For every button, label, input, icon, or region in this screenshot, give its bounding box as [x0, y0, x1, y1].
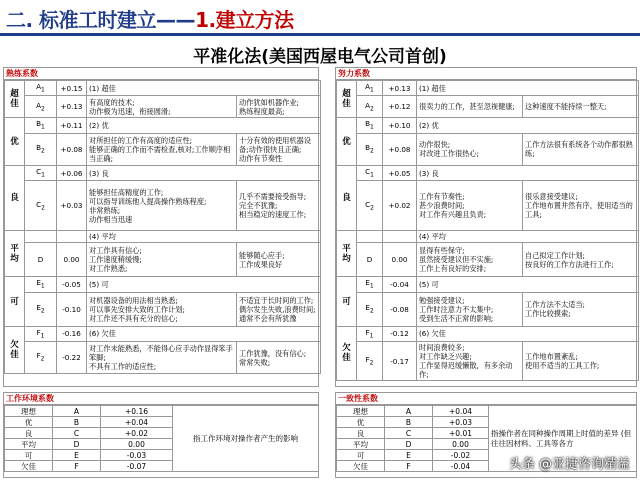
- grade-label: 平均: [337, 439, 385, 450]
- level-value: +0.10: [383, 118, 417, 133]
- environment-panel: [3, 392, 319, 478]
- level-code: $C_1$: [357, 165, 383, 180]
- grade-label: 平均: [5, 439, 53, 450]
- factor-row: [337, 292, 639, 326]
- environment-table: [4, 405, 319, 472]
- level-value: +0.13: [383, 81, 417, 96]
- level-value: -0.12: [383, 326, 417, 341]
- level-code: E: [53, 450, 101, 461]
- level-value: [383, 231, 417, 243]
- factor-row: [337, 277, 639, 292]
- level-remark: 能够随心应手; 工作成果良好: [237, 243, 321, 277]
- level-remark: 动作犹如机器作业; 熟练程度最高;: [237, 96, 321, 118]
- level-value: +0.01: [433, 428, 489, 439]
- level-remark: 很乐意接受建议; 工作地布置井然有序，使用适当的工具;: [523, 181, 639, 231]
- level-code: $A_1$: [357, 81, 383, 96]
- factor-row: [337, 165, 639, 180]
- level-code: D: [25, 243, 57, 277]
- grade-label: 可: [5, 277, 25, 326]
- level-remark: 工作方法不太适当; 工作比较摸索;: [523, 292, 639, 326]
- level-code: C: [53, 428, 101, 439]
- grade-label: 优: [5, 417, 53, 428]
- grade-label: 平 均: [5, 231, 25, 277]
- level-description: 对所担任的工作有高度的适应性; 能够正确的工作而不需检查,核对;工作顺序相当正确;: [87, 133, 237, 165]
- level-description: 有高度的技术; 动作极为迅速，衔接圆滑;: [87, 96, 237, 118]
- level-code: $F_1$: [357, 326, 383, 341]
- factor-row: [5, 96, 321, 118]
- level-description: (4) 平均: [87, 231, 321, 243]
- level-code: A: [385, 406, 433, 417]
- level-code: D: [53, 439, 101, 450]
- factor-row: [337, 118, 639, 133]
- level-value: +0.06: [57, 165, 87, 180]
- level-code: $A_2$: [25, 96, 57, 118]
- proficiency-panel: [3, 67, 319, 387]
- level-code: $C_2$: [25, 181, 57, 231]
- level-remark: 工作方法很有系统各个动作都很熟练;: [523, 133, 639, 165]
- factor-row: [5, 118, 321, 133]
- grade-label: 欠佳: [5, 461, 53, 472]
- level-value: +0.05: [383, 165, 417, 180]
- effort-table: [336, 80, 639, 381]
- level-value: +0.08: [57, 133, 87, 165]
- level-value: +0.13: [57, 96, 87, 118]
- level-code: F: [385, 461, 433, 472]
- level-description: (6) 欠佳: [417, 326, 639, 341]
- level-description: 能够担任高精度的工作; 可以指导训练他人提高操作熟练程度; 非常熟练; 动作相当迅速: [87, 181, 237, 231]
- level-value: -0.05: [57, 277, 87, 292]
- level-remark: 几乎不需要接受指导; 完全不犹豫; 相当稳定的速度工作;: [237, 181, 321, 231]
- level-remark: 工作地布置紊乱; 使用不适当的工具工作;: [523, 342, 639, 381]
- level-code: [25, 231, 57, 243]
- level-description: (3) 良: [417, 165, 639, 180]
- level-description: (2) 优: [417, 118, 639, 133]
- level-description: 工作有节奏性; 甚少浪费时间; 对工作有兴趣且负责;: [417, 181, 523, 231]
- factor-row: [5, 342, 321, 374]
- level-value: -0.10: [57, 292, 87, 326]
- grade-label: 欠佳: [337, 461, 385, 472]
- effort-panel: [335, 67, 637, 387]
- factor-row: [5, 231, 321, 243]
- grade-label: 超 佳: [5, 81, 25, 118]
- level-code: $E_2$: [25, 292, 57, 326]
- level-code: $B_2$: [25, 133, 57, 165]
- level-description: 动作很快; 对改进工作很热心;: [417, 133, 523, 165]
- level-description: 对工作具有信心; 工作速度稍缓慢; 对工作熟悉;: [87, 243, 237, 277]
- level-value: -0.04: [433, 461, 489, 472]
- level-code: B: [53, 417, 101, 428]
- level-remark: 这种速度不能持续一整天;: [523, 96, 639, 118]
- level-value: 0.00: [101, 439, 173, 450]
- level-value: -0.17: [383, 342, 417, 381]
- level-code: B: [385, 417, 433, 428]
- level-value: +0.04: [101, 417, 173, 428]
- level-code: $F_2$: [357, 342, 383, 381]
- grade-label: 优: [337, 417, 385, 428]
- level-value: [57, 231, 87, 243]
- slide-title-accent: 1.建立方法: [195, 8, 294, 32]
- factor-row: [337, 133, 639, 165]
- grade-label: 理想: [337, 406, 385, 417]
- level-value: -0.22: [57, 342, 87, 374]
- level-value: +0.02: [383, 181, 417, 231]
- level-code: $B_1$: [357, 118, 383, 133]
- grade-label: 欠 佳: [337, 326, 357, 380]
- factor-row: [5, 181, 321, 231]
- level-description: (3) 良: [87, 165, 321, 180]
- level-code: $E_1$: [357, 277, 383, 292]
- level-code: C: [385, 428, 433, 439]
- level-code: D: [357, 243, 383, 277]
- table-row: [337, 406, 637, 417]
- grade-label: 可: [337, 450, 385, 461]
- effort-label: 努力系数: [336, 68, 636, 80]
- factor-description: 指工作环境对操作者产生的影响: [173, 406, 319, 472]
- level-code: $C_2$: [357, 181, 383, 231]
- table-row: [5, 406, 319, 417]
- level-value: +0.16: [101, 406, 173, 417]
- grade-label: 优: [337, 118, 357, 165]
- level-code: [357, 231, 383, 243]
- level-code: E: [385, 450, 433, 461]
- factor-row: [337, 342, 639, 381]
- factor-row: [337, 181, 639, 231]
- level-value: +0.12: [383, 96, 417, 118]
- slide-title: [6, 4, 294, 32]
- grade-label: 可: [337, 277, 357, 326]
- factor-row: [337, 243, 639, 277]
- level-description: 很卖力的工作，甚至忽视健康;: [417, 96, 523, 118]
- factor-row: [5, 277, 321, 292]
- grade-label: 良: [5, 428, 53, 439]
- level-description: 对工作未能熟悉，不能得心应手动作显得笨手笨脚; 不具有工作的适应性;: [87, 342, 237, 374]
- level-description: 显得有些保守; 虽然接受建议但不实施; 工作上有良好的安排;: [417, 243, 523, 277]
- level-code: F: [53, 461, 101, 472]
- level-description: (1) 超佳: [87, 81, 321, 96]
- factor-row: [337, 96, 639, 118]
- level-description: (1) 超佳: [417, 81, 639, 96]
- level-value: -0.04: [383, 277, 417, 292]
- slide-title-prefix: 二. 标准工时建立——: [6, 8, 196, 32]
- level-value: -0.16: [57, 326, 87, 341]
- factor-row: [337, 231, 639, 243]
- level-value: -0.02: [433, 450, 489, 461]
- level-code: $E_2$: [357, 292, 383, 326]
- level-code: $F_2$: [25, 342, 57, 374]
- level-code: $E_1$: [25, 277, 57, 292]
- grade-label: 良: [337, 428, 385, 439]
- grade-label: 可: [5, 450, 53, 461]
- level-description: 勉强接受建议; 工作时注意力不太集中; 受到生活不正常的影响;: [417, 292, 523, 326]
- level-value: +0.15: [57, 81, 87, 96]
- doc-title: 平准化法(美国西屋电气公司首创): [193, 47, 447, 67]
- grade-label: 优: [5, 118, 25, 165]
- factor-row: [5, 81, 321, 96]
- level-remark: 工作犹豫，没有信心; 常常失败;: [237, 342, 321, 374]
- level-value: +0.03: [433, 417, 489, 428]
- level-value: -0.07: [101, 461, 173, 472]
- factor-row: [337, 81, 639, 96]
- level-description: (2) 优: [87, 118, 321, 133]
- level-code: $F_1$: [25, 326, 57, 341]
- factor-row: [5, 133, 321, 165]
- level-code: $A_1$: [25, 81, 57, 96]
- level-description: 时间浪费较多; 对工作缺乏兴趣; 工作显得迟缓懒散，有多余动作;: [417, 342, 523, 381]
- level-value: +0.02: [101, 428, 173, 439]
- level-value: +0.03: [57, 181, 87, 231]
- level-value: +0.08: [383, 133, 417, 165]
- grade-label: 欠 佳: [5, 326, 25, 373]
- level-code: A: [53, 406, 101, 417]
- level-code: $B_2$: [357, 133, 383, 165]
- level-value: -0.08: [383, 292, 417, 326]
- level-code: $A_2$: [357, 96, 383, 118]
- level-remark: 不适宜于长时间的工作; 偶尔发生失败,浪费时间; 通常不会有所犹豫: [237, 292, 321, 326]
- level-description: 对机器设备的用法相当熟悉; 可以事先安排大致的工作计划; 对工作还不具有充分的信心;: [87, 292, 237, 326]
- factor-row: [5, 243, 321, 277]
- watermark: 头条 @亚捷咨询精益: [508, 457, 630, 472]
- grade-label: 平 均: [337, 231, 357, 277]
- factor-row: [337, 326, 639, 341]
- level-description: (6) 欠佳: [87, 326, 321, 341]
- title-rule: [0, 33, 640, 36]
- grade-label: 良: [337, 165, 357, 230]
- level-value: 0.00: [57, 243, 87, 277]
- level-remark: 十分有效的使用机器设备;动作很快且正确; 动作有节奏性: [237, 133, 321, 165]
- level-code: $B_1$: [25, 118, 57, 133]
- factor-row: [5, 292, 321, 326]
- factor-description: 指操作者在同种操作周期上时值的差异 (但往往因材料、工具等各方: [489, 406, 637, 472]
- level-value: 0.00: [383, 243, 417, 277]
- level-value: +0.04: [433, 406, 489, 417]
- factor-row: [5, 326, 321, 341]
- level-code: $C_1$: [25, 165, 57, 180]
- factor-row: [5, 165, 321, 180]
- environment-label: 工作环境系数: [4, 393, 318, 405]
- proficiency-table: [4, 80, 321, 374]
- level-description: (5) 可: [87, 277, 321, 292]
- grade-label: 超 佳: [337, 81, 357, 118]
- consistency-label: 一致性系数: [336, 393, 636, 405]
- level-code: D: [385, 439, 433, 450]
- grade-label: 理想: [5, 406, 53, 417]
- level-description: (5) 可: [417, 277, 639, 292]
- level-value: 0.00: [433, 439, 489, 450]
- level-remark: 自己拟定工作计划; 按良好的工作方法进行工作;: [523, 243, 639, 277]
- proficiency-label: 熟练系数: [4, 68, 318, 80]
- grade-label: 良: [5, 165, 25, 230]
- level-value: -0.03: [101, 450, 173, 461]
- level-description: (4) 平均: [417, 231, 639, 243]
- level-value: +0.11: [57, 118, 87, 133]
